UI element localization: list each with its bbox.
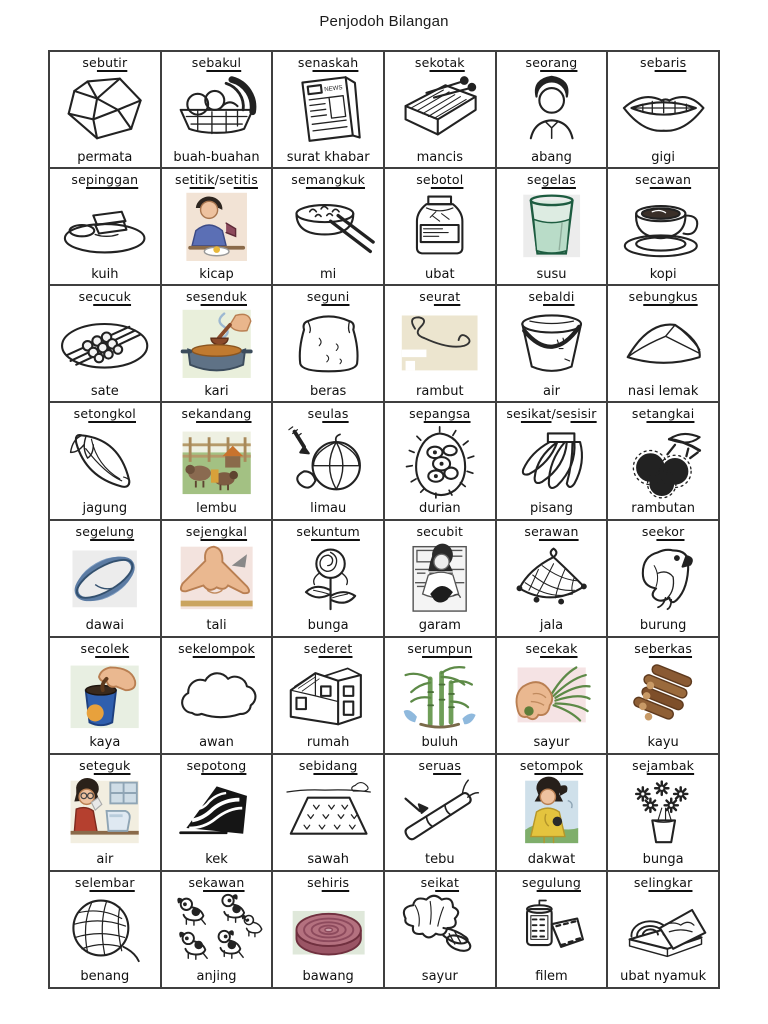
classifier-prefix-text: se bbox=[628, 289, 644, 305]
classifier-root-text: gelung bbox=[90, 523, 135, 539]
classifier-prefix-text: se bbox=[296, 523, 311, 539]
classifier-prefix-text: se bbox=[414, 55, 430, 70]
classifier-prefix-text: se bbox=[641, 523, 657, 539]
drinking-boy-illustration bbox=[52, 773, 158, 852]
classifier-cell bbox=[497, 52, 607, 167]
classifier-label bbox=[71, 172, 138, 188]
noun-label: anjing bbox=[196, 969, 237, 985]
classifier-cell bbox=[608, 286, 718, 401]
classifier-root-text: kandang bbox=[196, 406, 252, 422]
classifier-prefix-text: se bbox=[80, 640, 96, 656]
classifier-prefix-text: se bbox=[525, 640, 541, 656]
fruit-basket-illustration bbox=[164, 71, 270, 150]
classifier-cell bbox=[497, 638, 607, 753]
classifier-root-text: deret bbox=[318, 640, 353, 656]
noun-label: tebu bbox=[425, 852, 455, 868]
classifier-prefix-text: se bbox=[82, 55, 97, 70]
vegetable-handful-illustration bbox=[499, 656, 605, 735]
classifier-cell bbox=[497, 169, 607, 284]
rambutan-bunch-illustration bbox=[610, 422, 716, 501]
noun-label: lembu bbox=[196, 500, 237, 516]
classifier-root-text: jengkal bbox=[200, 523, 248, 539]
classifier-prefix-text: se bbox=[635, 172, 650, 188]
sugarcane-illustration bbox=[387, 773, 493, 852]
classifier-label bbox=[522, 875, 581, 891]
classifier-prefix-text: se bbox=[185, 523, 201, 539]
classifier-root-text: tompok bbox=[534, 757, 584, 773]
classifier-root-text: cucuk bbox=[93, 289, 132, 305]
paddy-field-illustration bbox=[275, 773, 381, 852]
classifier-prefix-text: se bbox=[418, 757, 434, 773]
classifier-cell bbox=[50, 286, 160, 401]
nasi-lemak-packet-illustration bbox=[610, 305, 716, 384]
classifier-cell bbox=[273, 521, 383, 636]
classifier-prefix-text: se bbox=[75, 523, 91, 539]
classifier-label bbox=[419, 289, 460, 305]
classifier-cell bbox=[50, 872, 160, 987]
classifier-cell bbox=[608, 755, 718, 870]
classifier-cell bbox=[162, 52, 272, 167]
noodle-bowl-illustration bbox=[275, 188, 381, 267]
noun-label: kicap bbox=[199, 266, 234, 282]
noun-label: sate bbox=[90, 383, 119, 399]
classifier-cell bbox=[162, 638, 272, 753]
classifier-label bbox=[187, 758, 247, 774]
classifier-cell bbox=[608, 872, 718, 987]
classifier-root-text: sikat bbox=[520, 406, 552, 422]
noun-label: kopi bbox=[649, 266, 677, 282]
vegetable-bundle-illustration bbox=[387, 891, 493, 970]
classifier-prefix-text: se bbox=[409, 406, 424, 422]
classifier-prefix-text: se bbox=[186, 757, 202, 773]
noun-label: buluh bbox=[421, 735, 459, 751]
classifier-root-text: kuntum bbox=[311, 523, 360, 539]
rose-illustration bbox=[275, 539, 381, 618]
classifier-root-text: cekak bbox=[540, 640, 578, 656]
classifier-root-text: pangsa bbox=[423, 406, 471, 422]
classifier-cell bbox=[273, 755, 383, 870]
classifier-prefix-text: se bbox=[71, 172, 87, 188]
classifier-prefix-text: se bbox=[175, 172, 190, 188]
classifier-prefix-text: se bbox=[298, 757, 314, 773]
classifier-label bbox=[527, 172, 576, 188]
classifier-prefix-text: se bbox=[291, 172, 306, 188]
classifier-root-text: ikat bbox=[435, 874, 460, 890]
noun-label: bunga bbox=[642, 852, 684, 868]
noun-label: air bbox=[96, 852, 114, 868]
banana-comb-illustration bbox=[499, 422, 605, 501]
classifier-label bbox=[74, 406, 136, 422]
classifier-cell bbox=[385, 169, 495, 284]
classifier-prefix-text: / bbox=[214, 172, 220, 188]
classifier-root-text: bakul bbox=[206, 55, 242, 70]
classifier-cell bbox=[608, 403, 718, 518]
classifier-prefix-text: se bbox=[79, 757, 94, 773]
boy-illustration bbox=[499, 71, 605, 150]
classifier-root-text: sisir bbox=[570, 406, 597, 422]
classifier-label bbox=[175, 172, 258, 188]
water-bucket-illustration bbox=[499, 305, 605, 384]
satay-plate-illustration bbox=[52, 305, 158, 384]
classifier-label bbox=[629, 289, 698, 305]
classifier-label bbox=[186, 524, 247, 540]
noun-label: kaya bbox=[89, 735, 121, 751]
classifier-root-text: senduk bbox=[200, 289, 247, 305]
classifier-cell bbox=[50, 52, 160, 167]
classifier-root-text: cawan bbox=[649, 172, 692, 188]
classifier-root-text: tongkol bbox=[88, 406, 136, 422]
classifier-label bbox=[524, 524, 578, 540]
classifier-label bbox=[409, 406, 470, 422]
classifier-label bbox=[181, 406, 251, 422]
classifier-prefix-text: se bbox=[522, 874, 537, 890]
classifier-cell bbox=[497, 872, 607, 987]
fishing-net-illustration bbox=[499, 539, 605, 618]
noun-label: kayu bbox=[647, 735, 679, 751]
noun-label: awan bbox=[199, 735, 234, 751]
classifier-label bbox=[75, 524, 134, 540]
yarn-ball-illustration bbox=[52, 891, 158, 970]
classifier-label bbox=[634, 641, 692, 657]
noun-label: gigi bbox=[651, 149, 676, 165]
classifier-cell bbox=[162, 521, 272, 636]
classifier-root-text: gulung bbox=[536, 874, 581, 890]
classifier-root-text: titik bbox=[189, 172, 215, 188]
classifier-cell bbox=[273, 169, 383, 284]
classifier-root-text: bidang bbox=[313, 757, 358, 773]
classifier-label bbox=[307, 875, 349, 891]
classifier-prefix-text: se bbox=[188, 874, 204, 890]
classifier-cell bbox=[385, 286, 495, 401]
classifier-cell bbox=[497, 755, 607, 870]
cake-slice-illustration bbox=[164, 773, 270, 852]
classifier-cell bbox=[273, 638, 383, 753]
classifier-cell bbox=[497, 286, 607, 401]
classifier-prefix-text: se bbox=[506, 406, 521, 422]
noun-label: garam bbox=[418, 618, 461, 634]
lips-teeth-illustration bbox=[610, 71, 716, 150]
classifier-cell bbox=[50, 403, 160, 518]
noun-label: dawai bbox=[85, 618, 125, 634]
classifier-root-text: gelas bbox=[541, 172, 576, 188]
classifier-label bbox=[299, 758, 358, 774]
classifier-prefix-text: se bbox=[528, 289, 544, 305]
soy-sauce-scene-illustration bbox=[164, 188, 270, 267]
classifier-label bbox=[642, 524, 685, 540]
classifier-root-text: guni bbox=[321, 289, 350, 305]
classifier-prefix-text: se bbox=[191, 55, 207, 70]
classifier-root-text: lembar bbox=[89, 874, 135, 890]
classifier-root-text: mangkuk bbox=[305, 172, 366, 188]
classifier-label bbox=[635, 172, 691, 188]
classifier-prefix-text: se bbox=[527, 172, 542, 188]
noun-label: air bbox=[543, 383, 560, 399]
classifier-label bbox=[307, 289, 350, 305]
classifier-root-text: tangkai bbox=[646, 406, 695, 422]
classifier-label bbox=[75, 875, 135, 891]
classifier-label bbox=[296, 524, 360, 540]
classifier-label bbox=[421, 875, 459, 891]
classifier-prefix-text: se bbox=[307, 874, 322, 890]
classifier-root-text: bungkus bbox=[643, 289, 698, 305]
classifier-cell bbox=[385, 872, 495, 987]
classifier-root-text: potong bbox=[201, 757, 247, 773]
classifier-prefix-text: se bbox=[307, 406, 323, 422]
noun-label: tali bbox=[206, 618, 227, 634]
classifier-label bbox=[178, 641, 255, 657]
classifier-prefix-text: se bbox=[407, 640, 423, 656]
classifier-root-text: colek bbox=[95, 640, 130, 656]
medicine-bottle-illustration bbox=[387, 188, 493, 267]
rice-sack-illustration bbox=[275, 305, 381, 384]
classifier-prefix-text: se bbox=[219, 172, 234, 188]
puppy-pack-illustration bbox=[164, 891, 270, 970]
classifier-root-text: teguk bbox=[93, 757, 131, 773]
noun-label: durian bbox=[418, 500, 461, 516]
classifier-prefix-text: se bbox=[419, 289, 434, 305]
classifier-root-text: urat bbox=[433, 289, 461, 305]
classifier-prefix-text: se bbox=[631, 406, 647, 422]
noun-label: beras bbox=[309, 383, 347, 399]
classifier-root-text: naskah bbox=[312, 55, 359, 70]
noun-label: mi bbox=[320, 266, 337, 282]
classifier-label bbox=[525, 641, 577, 657]
classifier-prefix-text: se bbox=[634, 640, 649, 656]
noun-label: bawang bbox=[302, 969, 354, 985]
classifier-label bbox=[79, 289, 131, 305]
classifier-label bbox=[81, 641, 130, 657]
classifier-cell bbox=[162, 403, 272, 518]
classifier-label bbox=[186, 289, 247, 305]
classifier-prefix-text: se bbox=[78, 289, 94, 305]
classifier-prefix-text: se bbox=[519, 757, 535, 773]
classifier-root-text: butir bbox=[96, 55, 128, 70]
noun-label: permata bbox=[77, 149, 133, 165]
classifier-label bbox=[415, 55, 465, 71]
classifier-label bbox=[308, 406, 349, 422]
classifier-label bbox=[407, 641, 472, 657]
classifier-cell bbox=[162, 755, 272, 870]
bamboo-clump-illustration bbox=[387, 656, 493, 735]
classifier-root-text: rumpun bbox=[422, 640, 473, 656]
classifier-root-text: kelompok bbox=[192, 640, 255, 656]
classifier-cell bbox=[50, 169, 160, 284]
classifier-cell bbox=[50, 638, 160, 753]
classifier-cell bbox=[273, 403, 383, 518]
classifier-label bbox=[192, 55, 241, 71]
flower-bouquet-illustration bbox=[610, 773, 716, 852]
hand-span-illustration bbox=[164, 539, 270, 618]
noun-label: kari bbox=[204, 383, 229, 399]
noun-label: kek bbox=[205, 852, 228, 868]
house-row-illustration bbox=[275, 656, 381, 735]
hair-strand-illustration bbox=[387, 305, 493, 384]
citrus-segment-illustration bbox=[275, 422, 381, 501]
ink-stain-scene-illustration bbox=[499, 773, 605, 852]
classifier-prefix-text: se bbox=[524, 523, 539, 539]
classifier-cell bbox=[273, 872, 383, 987]
classifier-cell bbox=[608, 169, 718, 284]
classifier-label bbox=[506, 406, 596, 422]
classifier-label bbox=[528, 289, 574, 305]
classifier-cell bbox=[608, 52, 718, 167]
classifier-label bbox=[418, 758, 461, 774]
classifier-cell bbox=[50, 521, 160, 636]
classifier-prefix-text: se bbox=[633, 874, 649, 890]
wood-bundle-illustration bbox=[610, 656, 716, 735]
classifier-prefix-text: se bbox=[181, 406, 197, 422]
classifier-cell bbox=[162, 872, 272, 987]
coffee-cup-illustration bbox=[610, 188, 716, 267]
classifier-cell bbox=[385, 638, 495, 753]
noun-label: jagung bbox=[82, 500, 128, 516]
classifier-cell bbox=[273, 286, 383, 401]
film-roll-illustration bbox=[499, 891, 605, 970]
classifier-label bbox=[520, 758, 583, 774]
classifier-root-text: berkas bbox=[648, 640, 693, 656]
classifier-label bbox=[640, 55, 686, 71]
classifier-prefix-text: se bbox=[178, 640, 193, 656]
classifier-root-text: orang bbox=[540, 55, 578, 70]
noun-label: pisang bbox=[529, 500, 574, 516]
noun-label: mancis bbox=[416, 149, 464, 165]
durian-illustration bbox=[387, 422, 493, 501]
classifier-cell bbox=[608, 638, 718, 753]
classifier-cell bbox=[385, 755, 495, 870]
classifier-cell bbox=[162, 169, 272, 284]
noun-label: sayur bbox=[533, 735, 570, 751]
classifier-prefix-text: se bbox=[420, 874, 436, 890]
classifier-label bbox=[634, 875, 693, 891]
classifier-root-text: ulas bbox=[322, 406, 349, 422]
gem-illustration bbox=[52, 71, 158, 150]
noun-label: rambutan bbox=[631, 500, 696, 516]
classifier-label bbox=[416, 172, 463, 188]
classifier-root-text: ruas bbox=[433, 757, 462, 773]
classifier-label bbox=[632, 406, 695, 422]
classifier-root-text: kotak bbox=[429, 55, 465, 70]
classifier-prefix-text: se bbox=[297, 55, 313, 70]
noun-label: rambut bbox=[416, 383, 464, 399]
noun-label: kuih bbox=[91, 266, 119, 282]
noun-label: surat khabar bbox=[286, 149, 370, 165]
noun-label: susu bbox=[536, 266, 567, 282]
newspaper-illustration bbox=[275, 71, 381, 150]
noun-label: filem bbox=[535, 969, 568, 985]
classifier-prefix-text: se bbox=[303, 640, 319, 656]
cloud-illustration bbox=[164, 656, 270, 735]
page-title: Penjodoh Bilangan bbox=[319, 13, 449, 30]
classifier-prefix-text: se bbox=[639, 55, 655, 70]
noun-label: dakwat bbox=[527, 852, 576, 868]
noun-label: burung bbox=[639, 618, 687, 634]
classifier-root-text: baris bbox=[654, 55, 687, 70]
classifier-cell bbox=[385, 521, 495, 636]
classifier-prefix-text: se bbox=[416, 172, 431, 188]
classifier-label bbox=[79, 758, 130, 774]
cattle-pen-illustration bbox=[164, 422, 270, 501]
classifier-prefix-text: se bbox=[555, 406, 571, 422]
classifier-prefix-text: se bbox=[525, 55, 541, 70]
classifier-label bbox=[188, 875, 244, 891]
classifier-cell bbox=[50, 755, 160, 870]
classifier-cell bbox=[497, 403, 607, 518]
noun-label: sayur bbox=[421, 969, 458, 985]
classifier-label bbox=[304, 641, 353, 657]
svg-text:NEWS: NEWS bbox=[323, 84, 343, 94]
classifier-label bbox=[526, 55, 578, 71]
classifier-cell bbox=[385, 403, 495, 518]
classifier-prefix-text: se bbox=[185, 289, 201, 305]
classifier-grid bbox=[48, 50, 720, 989]
parrot-illustration bbox=[610, 539, 716, 618]
classifier-prefix-text: se bbox=[73, 406, 89, 422]
classifier-root-text: jambak bbox=[646, 757, 695, 773]
mosquito-coil-illustration bbox=[610, 891, 716, 970]
milk-glass-illustration bbox=[499, 188, 605, 267]
onion-slice-illustration bbox=[275, 891, 381, 970]
noun-label: ubat bbox=[425, 266, 455, 282]
classifier-root-text: rawan bbox=[538, 523, 579, 539]
matchbox-illustration bbox=[387, 71, 493, 150]
noun-label: limau bbox=[310, 500, 347, 516]
classifier-prefix-text: se bbox=[306, 289, 322, 305]
noun-label: bunga bbox=[307, 618, 349, 634]
classifier-prefix-text: / bbox=[551, 406, 556, 422]
classifier-cell bbox=[273, 52, 383, 167]
classifier-label bbox=[291, 172, 365, 188]
noun-label: ubat nyamuk bbox=[620, 969, 707, 985]
classifier-label bbox=[632, 758, 694, 774]
classifier-root-text: botol bbox=[430, 172, 464, 188]
curry-ladle-illustration bbox=[164, 305, 270, 384]
noun-label: buah-buahan bbox=[173, 149, 260, 165]
classifier-root-text: baldi bbox=[543, 289, 575, 305]
classifier-root-text: lingkar bbox=[648, 874, 693, 890]
classifier-prefix-text: secubit bbox=[416, 523, 464, 539]
noun-label: rumah bbox=[306, 735, 350, 751]
classifier-root-text: kawan bbox=[203, 874, 245, 890]
wire-coil-illustration bbox=[52, 539, 158, 618]
noun-label: benang bbox=[80, 969, 130, 985]
classifier-prefix-text: se bbox=[632, 757, 647, 773]
noun-label: jala bbox=[539, 618, 564, 634]
noun-label: nasi lemak bbox=[627, 383, 699, 399]
classifier-cell bbox=[385, 52, 495, 167]
classifier-root-text: ekor bbox=[656, 523, 685, 539]
classifier-label bbox=[82, 55, 127, 71]
kaya-dip-scene-illustration bbox=[52, 656, 158, 735]
classifier-cell bbox=[608, 521, 718, 636]
classifier-label bbox=[416, 524, 463, 540]
corn-cob-illustration bbox=[52, 422, 158, 501]
classifier-root-text: titis bbox=[233, 172, 258, 188]
classifier-root-text: pinggan bbox=[86, 172, 139, 188]
classifier-cell bbox=[162, 286, 272, 401]
salt-pinch-scene-illustration bbox=[387, 539, 493, 618]
classifier-cell bbox=[497, 521, 607, 636]
classifier-label bbox=[298, 55, 359, 71]
noun-label: abang bbox=[531, 149, 572, 165]
noun-label: sawah bbox=[307, 852, 349, 868]
classifier-prefix-text: se bbox=[74, 874, 90, 890]
kuih-plate-illustration bbox=[52, 188, 158, 267]
classifier-root-text: hiris bbox=[321, 874, 350, 890]
